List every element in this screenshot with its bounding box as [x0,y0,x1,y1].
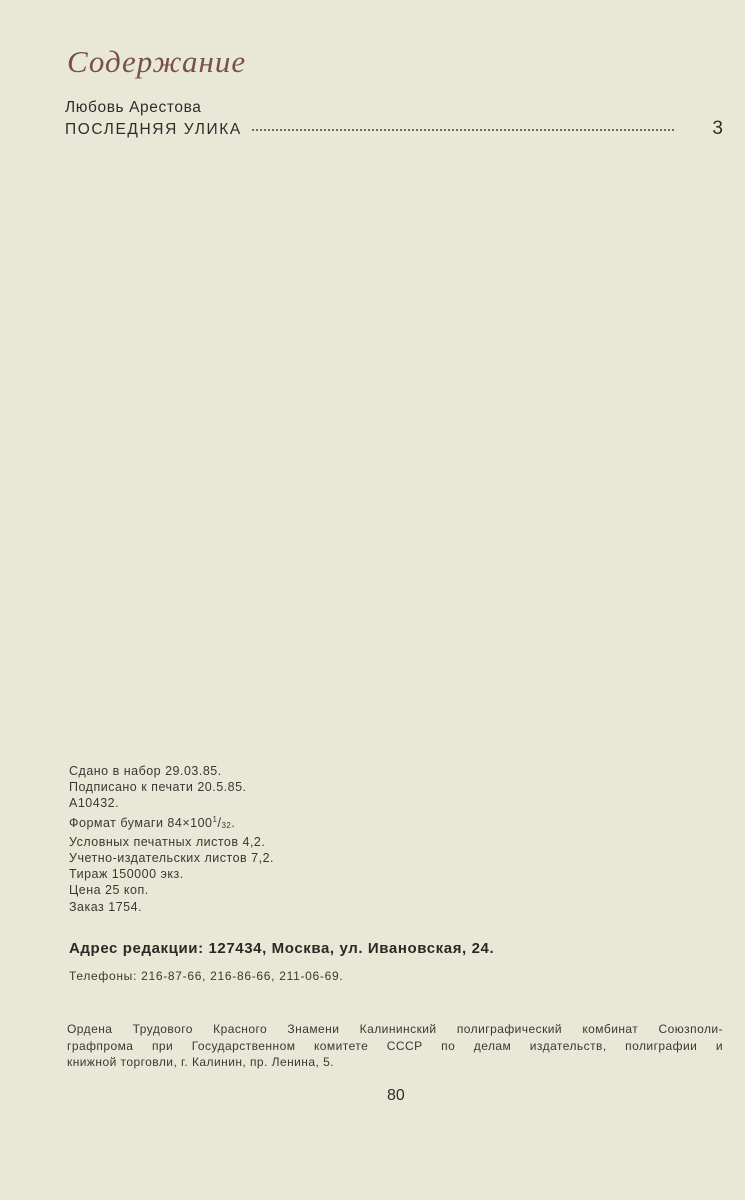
page-title: Содержание [67,44,247,79]
printer-info [67,1021,723,1071]
printer-line-2: графпрома при Государственном комитете СССР по делам издательств, полиграфии и [67,1038,723,1053]
format-size: 100 [190,815,213,830]
imprint-block [69,763,274,915]
format-times: × [182,815,191,830]
toc-author: Любовь Арестова [65,99,202,116]
imprint-signed: Подписано к печати 20.5.85. [69,780,247,795]
imprint-printed-sheets: Условных печатных листов 4,2. [69,834,266,849]
format-sub: 32 [221,820,232,830]
printer-line-3: книжной торговли, г. Калинин, пр. Ленина, 5. [67,1055,334,1070]
imprint-publishing-sheets: Учетно-издательских листов 7,2. [69,851,275,866]
format-end: . [231,815,236,830]
imprint-typeset: Сдано в набор 29.03.85. [69,764,222,778]
table-of-contents [65,98,723,140]
editorial-phones: Телефоны: 216-87-66, 216-86-66, 211-06-69. [69,969,344,983]
format-prefix: Формат бумаги 84 [69,815,183,830]
page-number: 80 [387,1087,405,1104]
imprint-price: Цена 25 коп. [69,883,149,898]
toc-entry-title: ПОСЛЕДНЯЯ УЛИКА [65,121,242,138]
printer-line-1: Ордена Трудового Красного Знамени Калининский полиграфический комбинат Союзполи- [67,1022,723,1036]
imprint-code: А10432. [69,796,120,811]
imprint-circulation: Тираж 150000 экз. [69,867,184,882]
format-slash: / [217,815,222,830]
toc-entry [65,118,723,140]
format-sup: 1 [212,814,218,824]
imprint-order: Заказ 1754. [69,899,143,914]
imprint-format [69,812,274,834]
toc-leader-dots [252,128,675,131]
editorial-address: Адрес редакции: 127434, Москва, ул. Ивановская, 24. [69,940,495,957]
toc-entry-page: 3 [712,118,723,139]
